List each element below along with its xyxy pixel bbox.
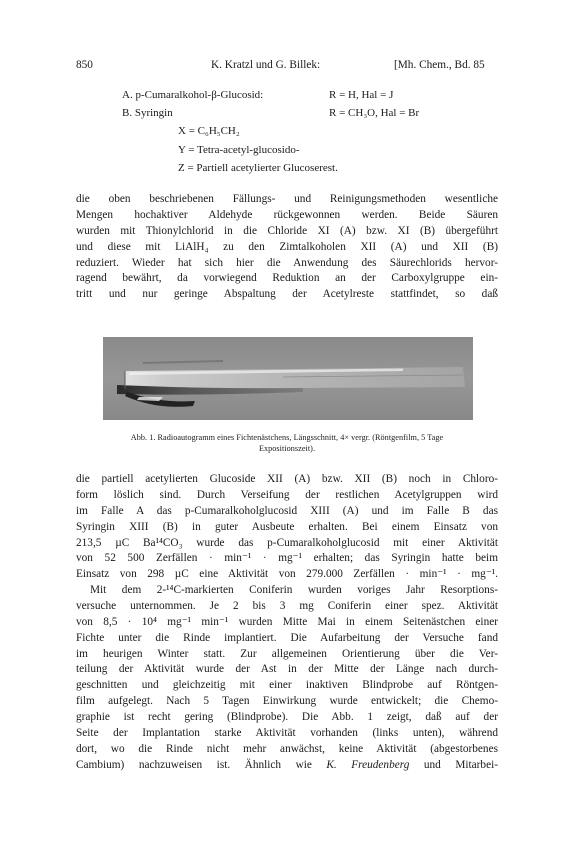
running-head-authors: K. Kratzl und G. Billek: xyxy=(211,59,321,71)
text-line: Fichte unter die Rinde implantiert. Die Aufarbeitung der Versuche fand xyxy=(76,631,498,644)
legend-a-substituents: R = H, Hal = J xyxy=(329,89,394,101)
text-line: geschnitten und gleichzeitig mit einer inaktiven Blindprobe auf Röntgen- xyxy=(76,679,498,692)
body-paragraph-2 xyxy=(76,472,498,583)
text-line: dort, wo die Rinde nicht mehr anwächst, keine Aktivität (abgestorbenes xyxy=(76,742,498,755)
text-line: reduziert. Wieder hat sich hier die Anwendung des Säurechlorids hervor- xyxy=(76,256,498,269)
legend-b-compound: B. Syringin xyxy=(122,107,173,119)
body-paragraph-3 xyxy=(76,583,498,774)
legend-b-substituents: R = CH₃O, Hal = Br xyxy=(329,107,420,119)
legend-y: Y = Tetra-acetyl-glucosido- xyxy=(178,144,300,156)
text-line: Mengen hochaktiver Aldehyde rückgewonnen werden. Beide Säuren xyxy=(76,208,498,221)
text-line: graphie ist recht gering (Blindprobe). Die Abb. 1 zeigt, daß auf der xyxy=(76,711,498,724)
legend-x: X = C₆H₅CH₂ xyxy=(178,125,240,137)
legend-z: Z = Partiell acetylierter Glucoserest. xyxy=(178,162,338,174)
text-line: im Falle A das p-Cumaralkoholglucosid XIII (A) und im Falle B das xyxy=(76,504,498,517)
text-line: Syringin XIII (B) in guter Ausbeute erhalten. Bei einem Einsatz von xyxy=(76,520,498,533)
text-segment: Mitarbei- xyxy=(455,758,498,771)
text-line: wurden mit Thionylchlorid in die Chloride XI (A) bzw. XI (B) übergeführt xyxy=(76,224,498,237)
text-line: von 8,5 · 10⁴ mg⁻¹ min⁻¹ wurden Mitte Mai in einem Seitenästchen einer xyxy=(76,615,498,628)
page-number: 850 xyxy=(76,59,93,71)
figure-caption xyxy=(76,432,498,454)
text-line: Mit dem 2-¹⁴C-markierten Coniferin wurden voriges Jahr Resorptions- xyxy=(90,584,498,596)
text-line: form löslich sind. Durch Verseifung der restlichen Acetylgruppen wird xyxy=(76,488,498,501)
text-line: die oben beschriebenen Fällungs- und Reinigungsmethoden wesentliche xyxy=(76,193,498,205)
text-line: und diese mit LiAlH₄ zu den Zimtalkoholen XII (A) und XII (B) xyxy=(76,240,498,253)
text-line: Einsatz von 298 µC eine Aktivität von 279.000 Zerfällen · min⁻¹ · mg⁻¹. xyxy=(76,568,498,581)
text-line: im heurigen Winter statt. Zur allgemeinen Orientierung über die Ver- xyxy=(76,647,498,660)
text-line: film aufgelegt. Nach 5 Tagen Einwirkung wurde entwickelt; die Chemo- xyxy=(76,695,498,708)
body-paragraph-1 xyxy=(76,192,498,303)
text-line: tritt und nur geringe Abspaltung der Acetylreste stattfindet, so daß xyxy=(76,288,498,301)
figure-caption-line-1: Abb. 1. Radioautogramm eines Fichtenästchens, Längsschnitt, 4× vergr. (Röntgenfilm, 5 Tage xyxy=(130,433,444,442)
text-line: ragend bewährt, da vorwiegend Reduktion an der Carboxylgruppe ein- xyxy=(76,272,498,285)
text-segment: Cambium) nachzuweisen ist. Ähnlich wie xyxy=(76,758,312,771)
text-line: versuche unternommen. Je 2 bis 3 mg Coniferin einer spez. Aktivität xyxy=(76,599,498,612)
text-line: teilung der Aktivität wurde der Ast in der Mitte der Länge nach durch- xyxy=(76,663,498,676)
radioautogram-figure xyxy=(103,337,473,420)
text-line: Seite der Implantation starke Aktivität vorhanden (links unten), während xyxy=(76,727,498,740)
figure-caption-line-2: Expositionszeit). xyxy=(258,444,316,453)
text-line: die partiell acetylierten Glucoside XII (A) bzw. XII (B) noch in Chloro- xyxy=(76,473,498,485)
running-head-journal: [Mh. Chem., Bd. 85 xyxy=(394,59,485,71)
text-line: 213,5 µC Ba¹⁴CO₃ wurde das p-Cumaralkoholglucosid mit einer Aktivität xyxy=(76,536,498,549)
text-line-final xyxy=(76,758,498,774)
legend-a-compound: A. p-Cumaralkohol-β-Glucosid: xyxy=(122,89,264,101)
text-line: von 52 500 Zerfällen · min⁻¹ · mg⁻¹ erhalten; das Syringin hatte beim xyxy=(76,552,498,565)
cited-author-name: K. Freudenberg xyxy=(326,758,410,771)
text-segment: und xyxy=(409,758,456,771)
